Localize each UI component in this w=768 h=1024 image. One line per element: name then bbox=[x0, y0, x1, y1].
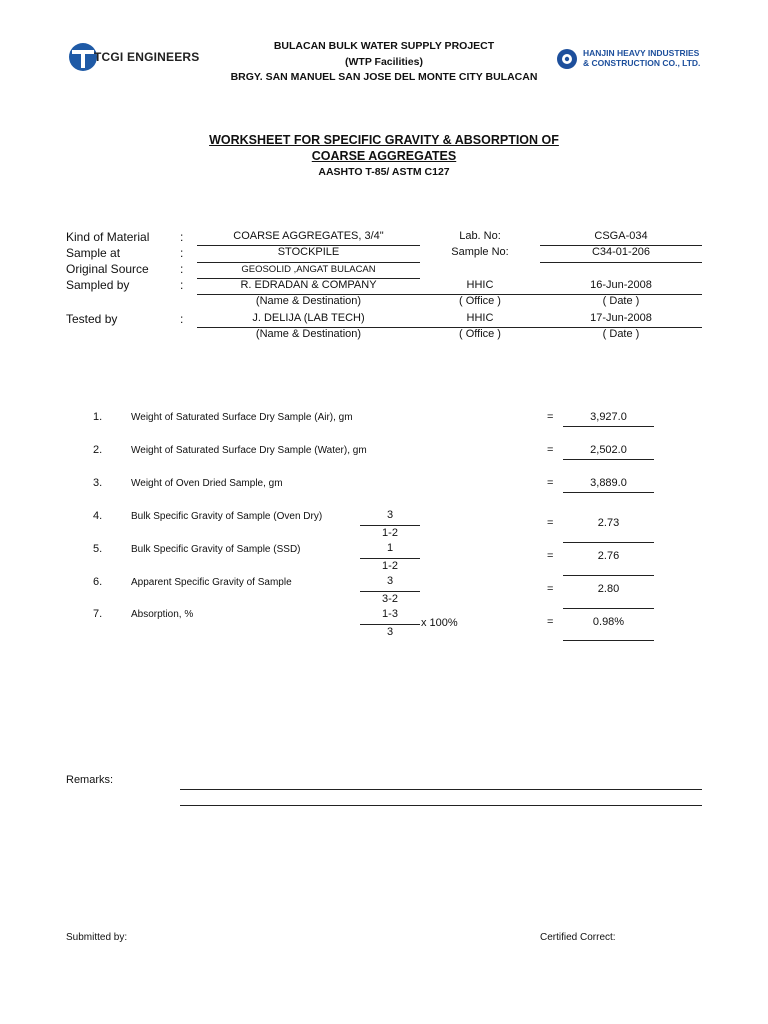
item-value: 2.80 bbox=[597, 583, 620, 595]
remarks-line bbox=[180, 805, 702, 806]
name-dest-caption: (Name & Destination) bbox=[255, 328, 362, 340]
worksheet-standard: AASHTO T-85/ ASTM C127 bbox=[318, 166, 450, 178]
item-label: Apparent Specific Gravity of Sample bbox=[131, 577, 292, 588]
fraction-numerator: 1 bbox=[386, 542, 394, 554]
tcgi-logo-text: TCGI ENGINEERS bbox=[94, 50, 200, 64]
fraction-bar bbox=[360, 624, 420, 625]
equals-sign: = bbox=[547, 411, 554, 423]
source-label: Original Source bbox=[66, 262, 149, 276]
fraction-denominator: 1-2 bbox=[382, 560, 398, 572]
item-number: 4. bbox=[93, 510, 103, 522]
colon: : bbox=[180, 278, 184, 292]
date-caption: ( Date ) bbox=[602, 328, 640, 340]
item-number: 1. bbox=[93, 411, 103, 423]
remarks-line bbox=[180, 789, 702, 790]
kind-label: Kind of Material bbox=[66, 230, 150, 244]
sample-at-value: STOCKPILE bbox=[277, 246, 340, 258]
office-caption: ( Office ) bbox=[459, 295, 501, 307]
project-title-line1: BULACAN BULK WATER SUPPLY PROJECT bbox=[273, 40, 495, 52]
item-value: 2,502.0 bbox=[563, 444, 654, 460]
tested-date: 17-Jun-2008 bbox=[590, 312, 652, 324]
remarks-label: Remarks: bbox=[66, 774, 114, 786]
item-value: 3,927.0 bbox=[563, 411, 654, 427]
hanjin-logo-line1: HANJIN HEAVY INDUSTRIES bbox=[583, 48, 700, 58]
fraction-numerator: 3 bbox=[386, 509, 394, 521]
item-label: Weight of Oven Dried Sample, gm bbox=[131, 478, 283, 489]
office-caption: ( Office ) bbox=[459, 328, 501, 340]
item-label: Bulk Specific Gravity of Sample (Oven Dry) bbox=[131, 511, 323, 522]
divider bbox=[197, 262, 420, 263]
equals-sign: = bbox=[547, 550, 554, 562]
kind-value: COARSE AGGREGATES, 3/4" bbox=[233, 230, 384, 242]
equals-sign: = bbox=[547, 444, 554, 456]
tested-by-value: J. DELIJA (LAB TECH) bbox=[252, 312, 365, 324]
sample-at-label: Sample at bbox=[66, 246, 121, 260]
multiplier-suffix: x 100% bbox=[421, 617, 458, 629]
fraction-numerator: 3 bbox=[386, 575, 394, 587]
worksheet-title-line2: COARSE AGGREGATES bbox=[311, 149, 457, 163]
item-value: 2.76 bbox=[597, 550, 620, 562]
source-value: GEOSOLID ,ANGAT BULACAN bbox=[241, 264, 376, 275]
hanjin-logo-line2: & CONSTRUCTION CO., LTD. bbox=[583, 58, 701, 68]
fraction-bar bbox=[360, 591, 420, 592]
fraction-bar bbox=[360, 525, 420, 526]
hanjin-logo-icon bbox=[556, 48, 578, 70]
sampled-office: HHIC bbox=[466, 279, 494, 291]
value-underline bbox=[563, 575, 654, 576]
item-value: 2.73 bbox=[597, 517, 620, 529]
name-dest-caption: (Name & Destination) bbox=[255, 295, 362, 307]
item-label: Bulk Specific Gravity of Sample (SSD) bbox=[131, 544, 301, 555]
fraction-denominator: 3-2 bbox=[382, 593, 398, 605]
worksheet-title bbox=[184, 132, 584, 180]
equals-sign: = bbox=[547, 616, 554, 628]
item-value: 0.98% bbox=[592, 616, 625, 628]
fraction-denominator: 1-2 bbox=[382, 527, 398, 539]
tested-by-label: Tested by bbox=[66, 312, 118, 326]
project-title-line2: (WTP Facilities) bbox=[345, 55, 423, 68]
sampled-by-value: R. EDRADAN & COMPANY bbox=[240, 279, 377, 291]
sample-no-label: Sample No: bbox=[451, 246, 509, 258]
colon: : bbox=[180, 230, 184, 244]
value-underline bbox=[563, 542, 654, 543]
project-title bbox=[184, 39, 584, 86]
item-label: Weight of Saturated Surface Dry Sample (Water), gm bbox=[131, 445, 367, 456]
item-number: 7. bbox=[93, 608, 103, 620]
equals-sign: = bbox=[547, 583, 554, 595]
divider bbox=[540, 262, 702, 263]
project-title-line3: BRGY. SAN MANUEL SAN JOSE DEL MONTE CITY BULACAN bbox=[230, 71, 538, 83]
date-caption: ( Date ) bbox=[602, 295, 640, 307]
value-underline bbox=[563, 608, 654, 609]
lab-no-value: CSGA-034 bbox=[594, 230, 648, 242]
item-number: 3. bbox=[93, 477, 103, 489]
worksheet-title-line1: WORKSHEET FOR SPECIFIC GRAVITY & ABSORPTION OF bbox=[209, 133, 559, 147]
lab-no-label: Lab. No: bbox=[459, 230, 501, 242]
sampled-by-label: Sampled by bbox=[66, 278, 130, 292]
item-label: Absorption, % bbox=[131, 609, 194, 620]
item-number: 2. bbox=[93, 444, 103, 456]
item-label: Weight of Saturated Surface Dry Sample (Air), gm bbox=[131, 412, 353, 423]
item-number: 5. bbox=[93, 543, 103, 555]
hanjin-logo bbox=[556, 47, 716, 71]
sample-no-value: C34-01-206 bbox=[591, 246, 651, 258]
sampled-date: 16-Jun-2008 bbox=[590, 279, 652, 291]
fraction-denominator: 3 bbox=[386, 626, 394, 638]
equals-sign: = bbox=[547, 517, 554, 529]
item-value: 3,889.0 bbox=[563, 477, 654, 493]
item-number: 6. bbox=[93, 576, 103, 588]
certified-correct-label: Certified Correct: bbox=[540, 932, 616, 943]
colon: : bbox=[180, 262, 184, 276]
value-underline bbox=[563, 640, 654, 641]
colon: : bbox=[180, 312, 184, 326]
equals-sign: = bbox=[547, 477, 554, 489]
submitted-by-label: Submitted by: bbox=[66, 932, 128, 943]
fraction-numerator: 1-3 bbox=[382, 608, 398, 620]
fraction-bar bbox=[360, 558, 420, 559]
tested-office: HHIC bbox=[466, 312, 494, 324]
colon: : bbox=[180, 246, 184, 260]
